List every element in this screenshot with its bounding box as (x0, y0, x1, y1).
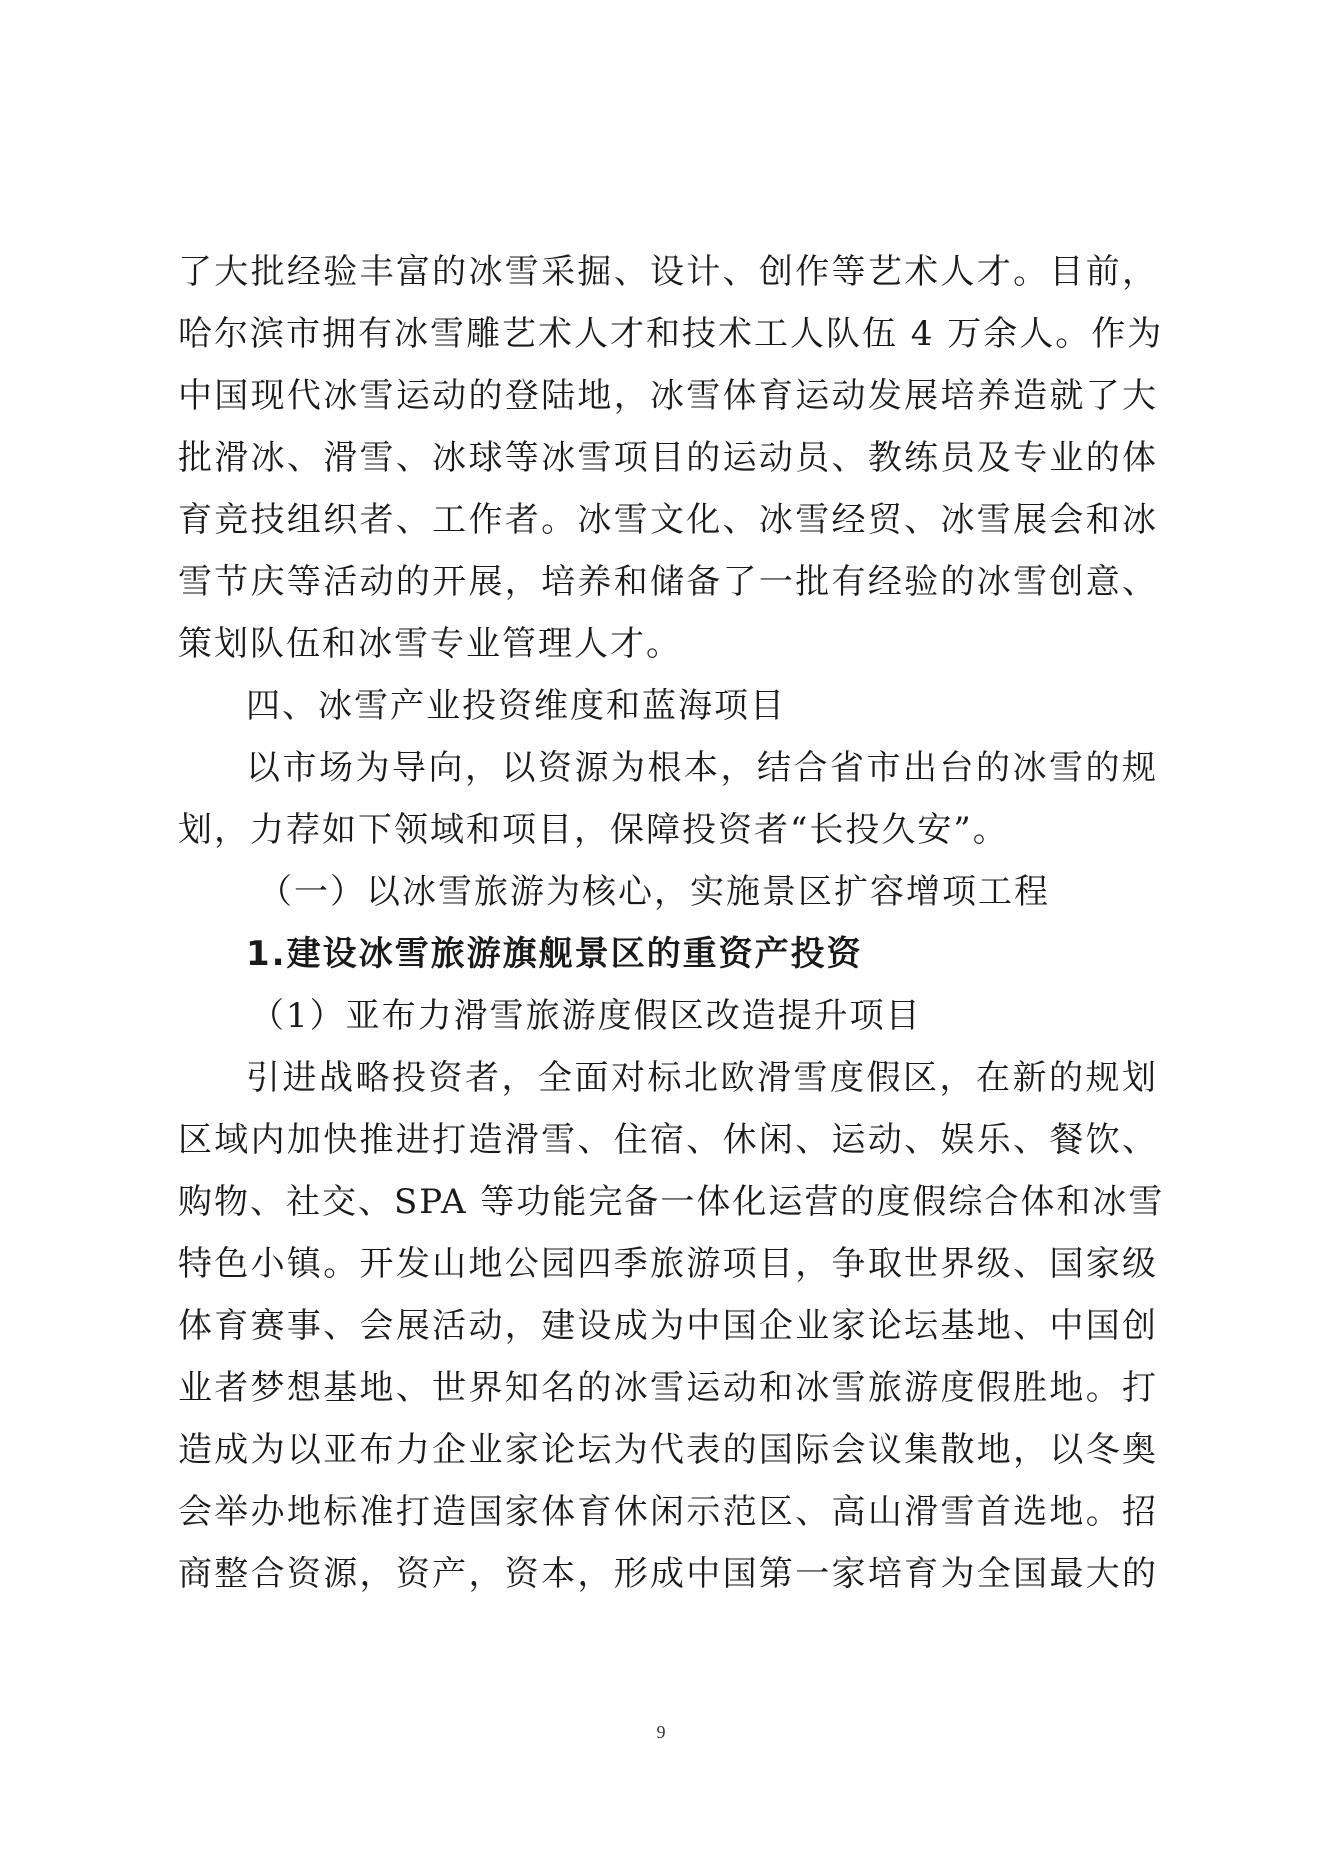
paragraph-line: 中国现代冰雪运动的登陆地，冰雪体育运动发展培养造就了大 (178, 376, 1158, 416)
paragraph-line: 划，力荐如下领域和项目，保障投资者“长投久安”。 (178, 810, 1009, 850)
paragraph-line: 特色小镇。开发山地公园四季旅游项目，争取世界级、国家级 (178, 1244, 1158, 1284)
paragraph-line: 策划队伍和冰雪专业管理人才。 (178, 624, 682, 664)
item-heading: 1.建设冰雪旅游旗舰景区的重资产投资 (246, 934, 863, 974)
paragraph-line: 雪节庆等活动的开展，培养和储备了一批有经验的冰雪创意、 (178, 562, 1158, 602)
paragraph-line: 造成为以亚布力企业家论坛为代表的国际会议集散地，以冬奥 (178, 1430, 1158, 1470)
paragraph-line: 会举办地标准打造国家体育休闲示范区、高山滑雪首选地。招 (178, 1492, 1158, 1532)
paragraph-line: 以市场为导向，以资源为根本，结合省市出台的冰雪的规 (246, 748, 1158, 788)
paragraph-line: 业者梦想基地、世界知名的冰雪运动和冰雪旅游度假胜地。打 (178, 1368, 1158, 1408)
paragraph-line: 商整合资源，资产，资本，形成中国第一家培育为全国最大的 (178, 1554, 1158, 1594)
subsection-heading: （一）以冰雪旅游为核心，实施景区扩容增项工程 (258, 872, 1050, 912)
page-number: 9 (656, 1722, 666, 1742)
paragraph-line: 引进战略投资者，全面对标北欧滑雪度假区，在新的规划 (246, 1058, 1158, 1098)
paragraph-line: 购物、社交、SPA 等功能完备一体化运营的度假综合体和冰雪 (178, 1182, 1165, 1222)
project-heading: （1）亚布力滑雪旅游度假区改造提升项目 (250, 996, 922, 1036)
paragraph-line: 了大批经验丰富的冰雪采掘、设计、创作等艺术人才。目前， (178, 252, 1158, 292)
paragraph-line: 区域内加快推进打造滑雪、住宿、休闲、运动、娱乐、餐饮、 (178, 1120, 1158, 1160)
paragraph-line: 体育赛事、会展活动，建设成为中国企业家论坛基地、中国创 (178, 1306, 1158, 1346)
paragraph-line: 批滑冰、滑雪、冰球等冰雪项目的运动员、教练员及专业的体 (178, 438, 1158, 478)
paragraph-line: 哈尔滨市拥有冰雪雕艺术人才和技术工人队伍 4 万余人。作为 (178, 314, 1164, 354)
paragraph-line: 育竞技组织者、工作者。冰雪文化、冰雪经贸、冰雪展会和冰 (178, 500, 1158, 540)
section-heading: 四、冰雪产业投资维度和蓝海项目 (246, 686, 786, 726)
